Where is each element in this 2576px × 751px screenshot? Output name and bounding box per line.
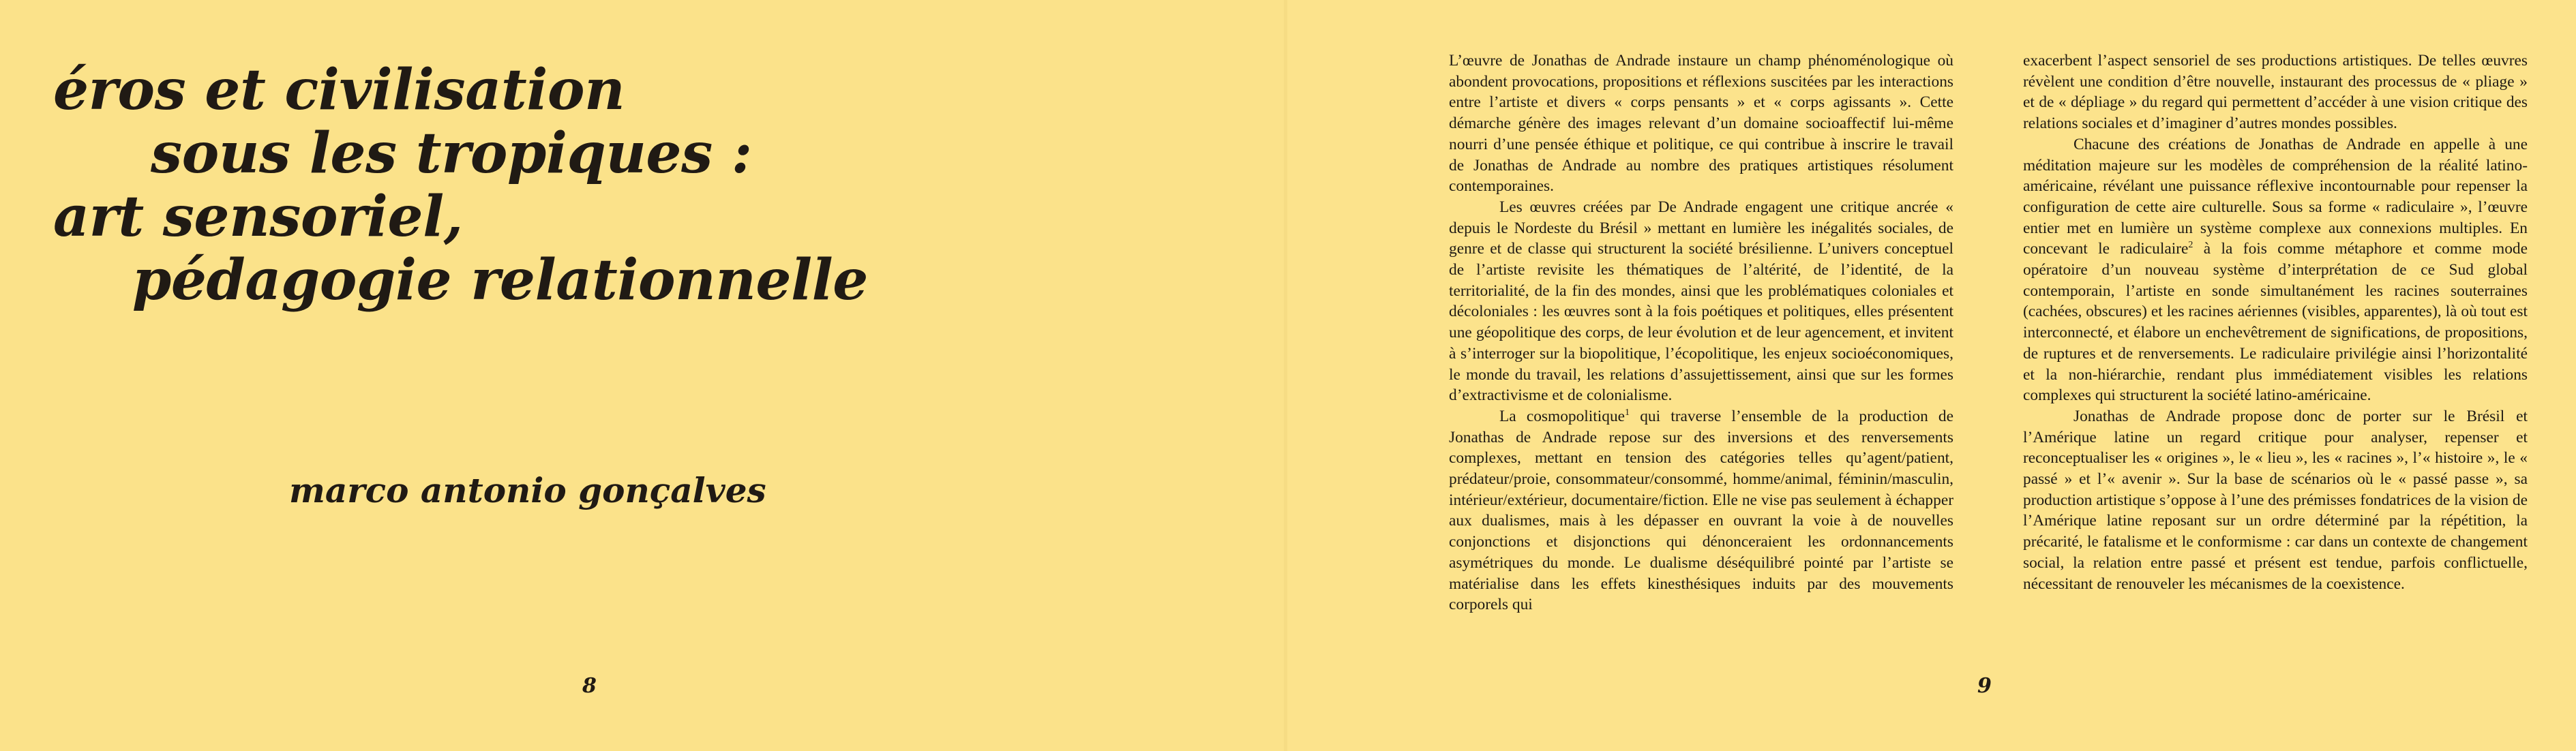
title-line-2: sous les tropiques :: [151, 121, 752, 186]
chapter-title: [53, 59, 1212, 312]
paragraph-text: Chacune des créations de Jonathas de Andrade en appelle à une méditation majeure sur les modèles de compréhension de la réalité latino-américaine, révélant une puissance réflexive incontournable pour repenser la configuration de cette aire culturelle. Sous sa forme « radiculaire », l’œuvre entier met en lumière un système complexe aux connexions multiples. En concevant le radiculaire: [2023, 135, 2528, 258]
title-line-4: pédagogie relationnelle: [132, 247, 868, 313]
text-column-2: [2023, 50, 2528, 594]
paragraph: [1449, 406, 1953, 615]
title-line-3: art sensoriel,: [53, 184, 463, 249]
paragraph: [2023, 134, 2528, 406]
footnote-marker[interactable]: 2: [2188, 240, 2193, 251]
page-number-right: 9: [1977, 674, 1992, 698]
footnote-marker[interactable]: 1: [1625, 408, 1630, 418]
text-column-1: [1449, 50, 1953, 615]
author-name: marco antonio gonçalves: [289, 470, 766, 510]
page-number-left: 8: [582, 674, 597, 698]
paragraph-text: La cosmopolitique: [1499, 407, 1626, 425]
left-page: [0, 0, 1285, 751]
paragraph: Jonathas de Andrade propose donc de porter sur le Brésil et l’Amérique latine un regard critique pour analyser, repenser et reconceptualiser les « origines », le « lieu », les « racines », l’« histoire », le « passé » et l’« avenir ». Sur la base de scénarios où le « passé passe », sa production artistique s’oppose à l’une des prémisses fondatrices de la vision de l’Amérique latine reposant sur un ordre déterminé par la répétition, la précarité, le fatalisme et le conformisme : car dans un contexte de changement social, la relation entre passé et présent est tendue, parfois conflictuelle, nécessitant de renouveler les mécanismes de la coexistence.: [2023, 407, 2528, 593]
paragraph-text: qui traverse l’ensemble de la production de Jonathas de Andrade repose sur des inversions et des renversements complexes, mettant en tension des catégories telles qu’agent/patient, prédateur/proie, consommateur/consommé, homme/animal, féminin/masculin, intérieur/extérieur, documentaire/fiction. Elle ne vise pas seulement à échapper aux dualismes, mais à les dépasser en ouvrant la voie à de nouvelles conjonctions et disjonctions qui dénonceraient les ordonnancements asymétriques du monde. Le dualisme déséquilibré pointé par l’artiste se matérialise dans les effets kinesthésiques induits par des mouvements corporels qui: [1449, 407, 1953, 614]
title-line-1: éros et civilisation: [53, 57, 625, 123]
paragraph: Les œuvres créées par De Andrade engagent une critique ancrée « depuis le Nordeste du Brésil » mettant en lumière les inégalités sociales, de genre et de classe qui structurent la société brésilienne. L’univers conceptuel de l’artiste revisite les thématiques de l’altérité, de l’identité, de la territorialité, de la fin des mondes, ainsi que les problématiques coloniales et décoloniales : les œuvres sont à la fois poétiques et politiques, elles présentent une géopolitique des corps, de leur évolution et de leur agencement, et invitent à s’interroger sur la biopolitique, l’écopolitique, les enjeux socioéconomiques, le monde du travail, les relations d’assujettissement, ainsi que sur les formes d’extractivisme et de colonialisme.: [1449, 198, 1953, 405]
paragraph: L’œuvre de Jonathas de Andrade instaure un champ phénoménologique où abondent provocations, propositions et réflexions suscitées par les interactions entre l’artiste et divers « corps pensants » et « corps agissants ». Cette démarche génère des images relevant d’un domaine socioaffectif lui-même nourri d’une pensée éthique et politique, ce qui contribue à inscrire le travail de Jonathas de Andrade au nombre des pratiques artistiques résolument contemporaines.: [1449, 52, 1953, 196]
paragraph-text: à la fois comme métaphore et comme mode opératoire d’un nouveau système d’interprétation de ce Sud global contemporain, l’artiste en sonde simultanément les racines souterraines (cachées, obscures) et les racines aériennes (visibles, apparentes), là où tout est interconnecté, et élabore un enchevêtrement de significations, de propositions, de ruptures et de renversements. Le radiculaire privilégie ainsi l’horizontalité et la non-hiérarchie, rendant plus immédiatement visibles les relations complexes qui structurent la société latino-américaine.: [2023, 240, 2528, 405]
paragraph: exacerbent l’aspect sensoriel de ses productions artistiques. De telles œuvres révèlent une condition d’être nouvelle, instaurant des processus de « pliage » et de « dépliage » du regard qui permettent d’accéder à une vision critique des relations sociales et d’imaginer d’autres mondes possibles.: [2023, 52, 2528, 133]
